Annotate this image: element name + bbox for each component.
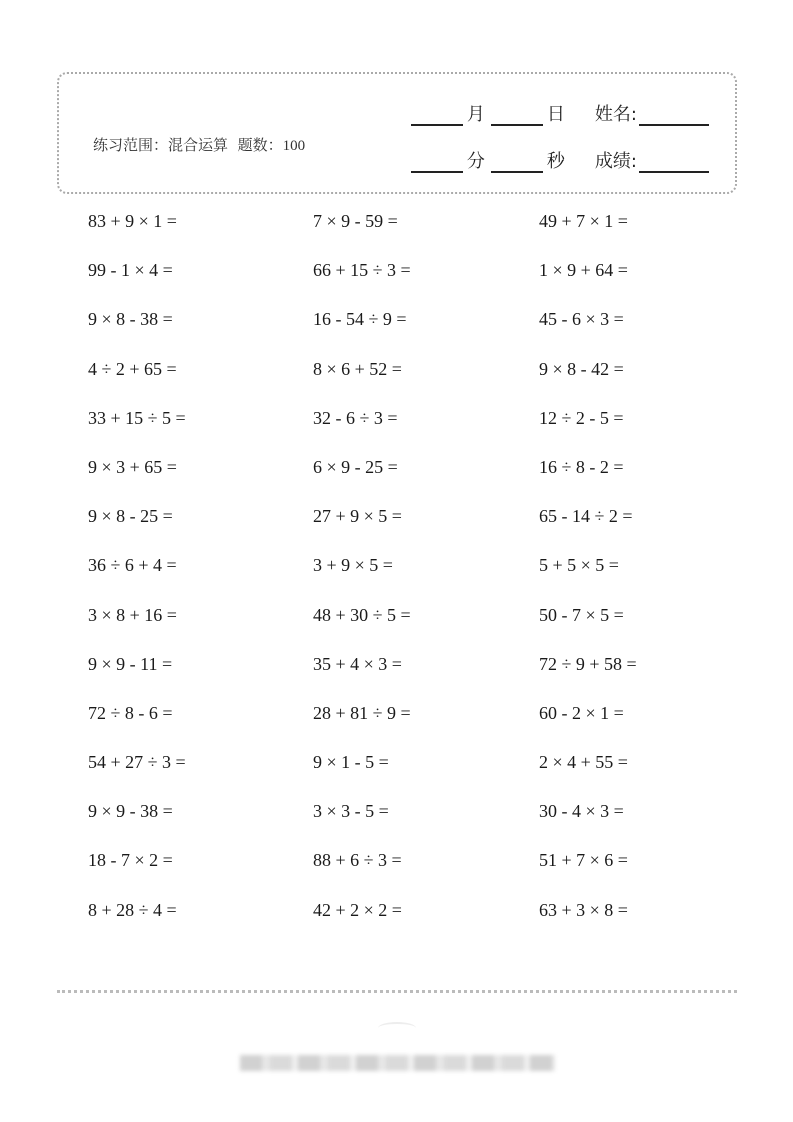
math-problem: 36 ÷ 6 + 4 = [88, 555, 177, 576]
header-box [57, 72, 737, 194]
math-problem: 51 + 7 × 6 = [539, 850, 628, 871]
minute-blank[interactable] [411, 151, 463, 173]
footer-mark [378, 1022, 416, 1034]
math-problem: 65 - 14 ÷ 2 = [539, 506, 633, 527]
math-problem: 5 + 5 × 5 = [539, 555, 619, 576]
time-score-row [411, 147, 709, 173]
math-problem: 9 × 8 - 42 = [539, 358, 624, 379]
practice-scope [93, 134, 305, 155]
math-problem: 66 + 15 ÷ 3 = [313, 260, 411, 281]
math-problem: 9 × 8 - 25 = [88, 506, 173, 527]
math-problem: 72 ÷ 9 + 58 = [539, 653, 637, 674]
day-label: 日 [546, 104, 565, 125]
math-problem: 49 + 7 × 1 = [539, 211, 628, 231]
math-problem: 1 × 9 + 64 = [539, 260, 628, 281]
name-label: 姓名: [594, 104, 637, 125]
math-problem: 27 + 9 × 5 = [313, 506, 402, 527]
name-blank[interactable] [639, 104, 709, 126]
math-problem: 63 + 3 × 8 = [539, 899, 628, 920]
math-problem: 9 × 3 + 65 = [88, 456, 177, 477]
count-value: 100 [282, 138, 306, 154]
math-problem: 3 + 9 × 5 = [313, 555, 393, 576]
math-problem: 6 × 9 - 25 = [313, 456, 398, 477]
math-problem: 9 × 8 - 38 = [88, 309, 173, 330]
math-problem: 50 - 7 × 5 = [539, 604, 624, 625]
math-problem: 8 × 6 + 52 = [313, 358, 402, 379]
score-blank[interactable] [639, 151, 709, 173]
math-problem: 16 ÷ 8 - 2 = [539, 456, 624, 477]
math-problem: 28 + 81 ÷ 9 = [313, 702, 411, 723]
math-problem: 60 - 2 × 1 = [539, 702, 624, 723]
math-problem: 32 - 6 ÷ 3 = [313, 407, 398, 428]
math-problem: 9 × 1 - 5 = [313, 752, 389, 773]
score-label: 成绩: [594, 151, 637, 172]
math-problem: 35 + 4 × 3 = [313, 653, 402, 674]
math-problem: 9 × 9 - 11 = [88, 653, 173, 674]
math-problem: 42 + 2 × 2 = [313, 899, 402, 920]
math-problem: 45 - 6 × 3 = [539, 309, 624, 330]
math-problem: 99 - 1 × 4 = [88, 260, 173, 281]
date-name-row [411, 100, 709, 126]
math-problem: 12 ÷ 2 - 5 = [539, 407, 624, 428]
math-problem: 16 - 54 ÷ 9 = [313, 309, 407, 330]
month-label: 月 [466, 104, 485, 125]
minute-label: 分 [466, 151, 485, 172]
second-blank[interactable] [491, 151, 543, 173]
bottom-divider [57, 990, 737, 993]
math-problem: 7 × 9 - 59 = [313, 211, 398, 231]
math-problem: 72 ÷ 8 - 6 = [88, 702, 173, 723]
math-problem: 4 ÷ 2 + 65 = [88, 358, 177, 379]
month-blank[interactable] [411, 104, 463, 126]
problem-grid [88, 205, 728, 943]
scope-label: 练习范围：混合运算 [93, 136, 229, 154]
math-problem: 83 + 9 × 1 = [88, 211, 177, 231]
math-problem: 88 + 6 ÷ 3 = [313, 850, 402, 871]
day-blank[interactable] [491, 104, 543, 126]
math-problem: 33 + 15 ÷ 5 = [88, 407, 186, 428]
math-problem: 3 × 8 + 16 = [88, 604, 177, 625]
count-label: 题数： [237, 136, 283, 154]
footer-blurred-text [240, 1055, 555, 1071]
math-problem: 3 × 3 - 5 = [313, 801, 389, 822]
math-problem: 48 + 30 ÷ 5 = [313, 604, 411, 625]
math-problem: 9 × 9 - 38 = [88, 801, 173, 822]
math-problem: 30 - 4 × 3 = [539, 801, 624, 822]
math-problem: 8 + 28 ÷ 4 = [88, 899, 177, 920]
math-problem: 2 × 4 + 55 = [539, 752, 628, 773]
math-problem: 18 - 7 × 2 = [88, 850, 173, 871]
math-problem: 54 + 27 ÷ 3 = [88, 752, 186, 773]
second-label: 秒 [546, 151, 565, 172]
